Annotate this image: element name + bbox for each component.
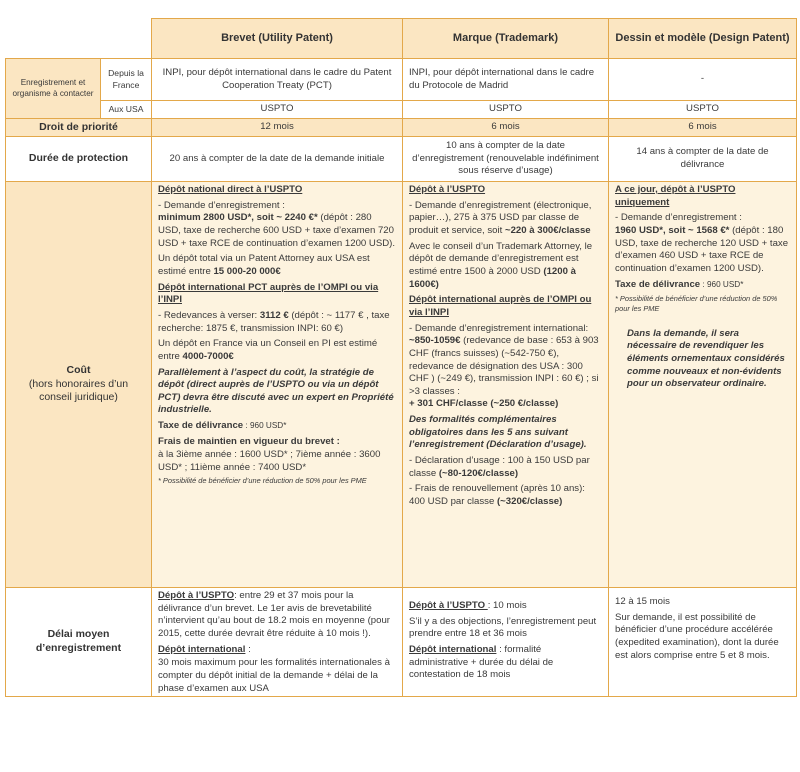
cout-dessin-p3: * Possibilité de bénéficier d’une réduction de 50% pour les PME [615, 294, 778, 313]
cell-delai-marque [403, 587, 609, 696]
cout-dessin-p2b: : 960 USD* [700, 279, 744, 289]
delai-dessin-p2: Sur demande, il est possibilité de bénéficier d’une procédure accélérée (expedited examination), dont la durée est alors comprise entre 5 et 8 mois. [615, 611, 779, 661]
cell-france-dessin: - [609, 59, 797, 101]
cout-dessin-p2a: Taxe de délivrance [615, 278, 701, 290]
cout-marque-title2: Dépôt international auprès de l’OMPI ou via l’INPI [409, 294, 592, 318]
cout-brevet-p2b: 15 000-20 000€ [213, 265, 281, 277]
label-delai: Délai moyen d’enregistrement [6, 587, 152, 696]
cell-duree-brevet: 20 ans à compter de la date de la demande initiale [152, 137, 403, 182]
row-enregistrement-usa [6, 101, 797, 119]
delai-brevet-title1: Dépôt à l’USPTO [158, 589, 235, 601]
cout-marque-p4: Des formalités complémentaires obligatoires dans les 5 ans suivant l’enregistrement (Déclaration d’usage). [409, 414, 587, 451]
cout-brevet-p7: Frais de maintien en vigueur du brevet : [158, 435, 340, 447]
cout-brevet-p9: * Possibilité de bénéficier d’une réduction de 50% pour les PME [158, 475, 367, 485]
row-delai [6, 587, 797, 696]
cout-brevet-p2a: Un dépôt total via un Patent Attorney aux USA est estimé entre [158, 253, 370, 277]
cell-usa-dessin: USPTO [609, 101, 797, 119]
cout-marque-p3a: - Demande d’enregistrement international: [409, 322, 589, 334]
cout-dessin-p1c: (dépôt : 180 USD, taxe de recherche 120 USD + taxe d’examen 460 USD + taxe RCE de continuation d’examen 1200 USD). [615, 224, 789, 274]
cout-dessin-p1a: - Demande d’enregistrement : [615, 212, 742, 224]
cout-brevet-p1a: - Demande d’enregistrement : [158, 199, 285, 211]
cell-cout-dessin [609, 181, 797, 587]
cell-duree-marque: 10 ans à compter de la date d’enregistrement (renouvelable indéfiniment sous réserve d’usage) [403, 137, 609, 182]
row-enregistrement-france [6, 59, 797, 101]
cout-marque-p6b: (~320€/classe) [496, 496, 563, 508]
cout-marque-p6a: - Frais de renouvellement (après 10 ans): 400 USD par classe [409, 483, 585, 508]
cout-dessin-title1: A ce jour, dépôt à l’USPTO uniquement [615, 183, 736, 208]
delai-marque-p1: : 10 mois [487, 599, 527, 611]
row-duree [6, 137, 797, 182]
cout-marque-p1b: ~220 à 300€/classe [504, 224, 591, 236]
cout-brevet-p1c: (dépôt : 280 USD, taxe de recherche 600 USD + taxe d’examen 720 USD + taxe RCE de continuation d’examen 1200 USD). [158, 212, 396, 249]
header-marque: Marque (Trademark) [403, 19, 609, 59]
cout-dessin-p1b: 1960 USD*, soit ~ 1568 €* [615, 224, 730, 236]
delai-marque-title2: Dépôt international [409, 643, 497, 655]
cout-marque-p3d: + 301 CHF/classe (~250 €/classe) [409, 398, 559, 410]
cell-delai-brevet [152, 587, 403, 696]
delai-marque-title1: Dépôt à l’USPTO [409, 599, 488, 611]
label-cout-note: (hors honoraires d’un conseil juridique) [28, 377, 129, 404]
cell-cout-brevet [152, 181, 403, 587]
cout-brevet-p1b: minimum 2800 USD*, soit ~ 2240 €* [158, 212, 318, 224]
header-brevet: Brevet (Utility Patent) [152, 19, 403, 59]
cell-priorite-marque: 6 mois [403, 119, 609, 137]
cout-brevet-p3c: (dépôt : ~ 1177 € , taxe recherche: 1875 €, transmission INPI: 60 €) [158, 309, 390, 334]
cout-marque-p3c: (redevance de base : 653 à 903 CHF (francs suisses) (~542-750 €), redevance de désignation des USA : 300 CHF ) (~249 €), transmission INPI : 60 €) ; si >3 classes : [409, 335, 599, 397]
delai-marque-p3: : formalité administrative + durée du délai de contestation de 18 mois [409, 643, 554, 681]
cout-brevet-p4b: 4000-7000€ [182, 350, 234, 362]
cell-france-brevet: INPI, pour dépôt international dans le cadre du Patent Cooperation Treaty (PCT) [152, 59, 403, 101]
cout-brevet-p3b: 3112 € [259, 309, 289, 321]
cout-brevet-title1: Dépôt national direct à l’USPTO [158, 183, 303, 195]
cell-cout-marque [403, 181, 609, 587]
label-depuis-france: Depuis la France [101, 59, 152, 101]
header-row [6, 19, 797, 59]
label-cout [6, 181, 152, 587]
cell-duree-dessin: 14 ans à compter de la date de délivrance [609, 137, 797, 182]
cell-delai-dessin [609, 587, 797, 696]
cell-priorite-dessin: 6 mois [609, 119, 797, 137]
cout-brevet-p5: Parallèlement à l’aspect du coût, la stratégie de dépôt (direct auprès de l’USPTO ou via un dépôt PCT) devra être discuté avec un expert en Propriété industrielle. [158, 366, 394, 416]
header-dessin: Dessin et modèle (Design Patent) [609, 19, 797, 59]
comparison-table [5, 18, 797, 697]
delai-dessin-p1: 12 à 15 mois [615, 595, 670, 607]
cout-marque-p2a: Avec le conseil d’un Trademark Attorney, le dépôt de demande d’enregistrement est estimé entre 1500 à 2000 USD [409, 240, 593, 277]
cout-marque-p5b: (~80-120€/classe) [438, 467, 519, 479]
cout-marque-p5a: - Déclaration d’usage : 100 à 150 USD par classe [409, 455, 590, 479]
cout-marque-p3b: ~850-1059€ [409, 335, 461, 347]
delai-marque-p2: S’il y a des objections, l’enregistrement peut prendre entre 18 et 36 mois [409, 615, 597, 640]
delai-brevet-title2: Dépôt international [158, 643, 246, 655]
cout-dessin-p4: Dans la demande, il sera nécessaire de revendiquer les éléments ornementaux considérés comme nouveaux et non-évidents pour un observateur ordinaire. [627, 327, 785, 390]
label-duree: Durée de protection [6, 137, 152, 182]
cell-priorite-brevet: 12 mois [152, 119, 403, 137]
row-priorite [6, 119, 797, 137]
header-empty-cell [6, 19, 152, 59]
label-enregistrement: Enregistrement et organisme à contacter [6, 59, 101, 119]
delai-brevet-p2: 30 mois maximum pour les formalités internationales à compter du dépôt initial de la demande + délai de la phase d’examen aux USA [158, 657, 390, 694]
delai-brevet-p1: : entre 29 et 37 mois pour la délivrance d’un brevet. Le 1er avis de brevetabilité n’intervient qu’au bout de 18.2 mois en moyenne (pour 2015, cette durée devrait être réduite à 10 mois !). [158, 589, 390, 639]
delai-brevet-t2b: : [245, 643, 251, 655]
cell-france-marque: INPI, pour dépôt international dans le cadre du Protocole de Madrid [403, 59, 609, 101]
cout-marque-p2b: (1200 à 1600€) [409, 265, 576, 290]
label-aux-usa: Aux USA [101, 101, 152, 119]
cout-brevet-p6a: Taxe de délivrance [158, 420, 244, 432]
cout-brevet-p4a: Un dépôt en France via un Conseil en PI est estimé entre [158, 338, 378, 362]
cout-marque-title1: Dépôt à l’USPTO [409, 183, 486, 195]
cell-usa-brevet: USPTO [152, 101, 403, 119]
cout-brevet-p6b: : 960 USD* [243, 421, 287, 431]
cout-brevet-p3a: - Redevances à verser: [158, 309, 260, 321]
label-cout-title: Coût [66, 363, 91, 376]
label-priorite: Droit de priorité [6, 119, 152, 137]
cell-usa-marque: USPTO [403, 101, 609, 119]
cout-marque-p1a: - Demande d’enregistrement (électronique, papier…), 275 à 375 USD par classe de produit et service, soit [409, 199, 592, 236]
cout-brevet-p8: à la 3ième année : 1600 USD* ; 7ième année : 3600 USD* ; 11ième année : 7400 USD* [158, 449, 381, 474]
cout-brevet-title2: Dépôt international PCT auprès de l’OMPI ou via l’INPI [158, 281, 379, 306]
row-cout [6, 181, 797, 587]
